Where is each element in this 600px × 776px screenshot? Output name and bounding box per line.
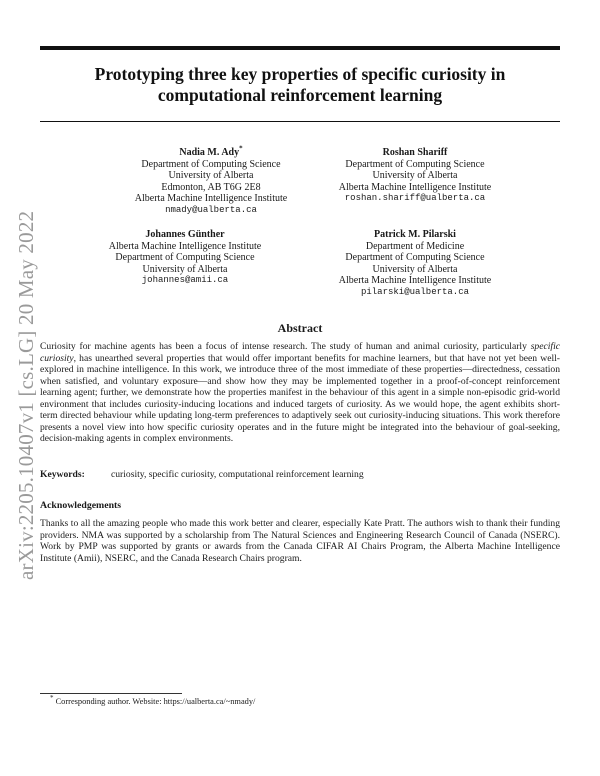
footnote-marker: * — [239, 144, 243, 153]
keywords-list: curiosity, specific curiosity, computational reinforcement learning — [111, 469, 364, 480]
author-block-shariff — [295, 147, 535, 205]
affiliation-line: Alberta Machine Intelligence Institute — [134, 193, 288, 205]
abstract-emphasis: specific curiosity — [40, 341, 560, 364]
affiliation-line: Alberta Machine Intelligence Institute — [108, 240, 262, 252]
footnote-rule — [40, 693, 182, 694]
abstract-body — [40, 341, 560, 445]
affiliation-line: University of Alberta — [372, 170, 458, 182]
abstract-heading: Abstract — [277, 321, 323, 335]
title-top-rule — [40, 46, 560, 50]
footnote-marker: * — [50, 694, 54, 703]
affiliation-line: Department of Computing Science — [345, 252, 485, 264]
author-email[interactable]: johannes@amii.ca — [141, 275, 229, 286]
author-block-gunther — [65, 229, 305, 287]
author-name: Nadia M. Ady* — [179, 144, 243, 158]
affiliation-line: Alberta Machine Intelligence Institute — [338, 181, 492, 193]
acknowledgements-heading: Acknowledgements — [40, 500, 122, 511]
author-email[interactable]: pilarski@ualberta.ca — [360, 286, 470, 297]
acknowledgements-body: Thanks to all the amazing people who made this work better and clearer, especially Kate Pratt. The authors wish to thank their funding providers. NMA was supported by a scholarship from The Natural Sciences and Engineering Research Council of Canada (NSERC). Work by PMP was supported by grants or awards from the Canada CIFAR AI Chairs Program, the Alberta Machine Intelligence Institute (Amii), NSERC, and the Canada Research Chairs program. — [40, 518, 560, 564]
abstract-text-start: Curiosity for machine agents has been a focus of intense research. The study of human and animal curiosity, particularly — [40, 341, 531, 352]
footnote-text: Corresponding author. Website: https://ualberta.ca/~nmady/ — [55, 697, 256, 706]
title-bottom-rule — [40, 121, 560, 122]
author-name: Johannes Günther — [145, 229, 225, 240]
affiliation-line: Department of Computing Science — [345, 158, 485, 170]
affiliation-line: Department of Computing Science — [115, 252, 255, 264]
affiliation-line: Department of Medicine — [365, 240, 465, 252]
affiliation-line: University of Alberta — [168, 170, 254, 182]
affiliation-line: University of Alberta — [142, 263, 228, 275]
author-email[interactable]: nmady@ualberta.ca — [165, 204, 257, 215]
abstract-text-rest: , has unearthed several properties that would offer important benefits for machine learners, but that have not yet been well-explored in machine intelligence. In this work, we introduce three of the most immediate of these properties—directedness, cessation when satisfied, and voluntary exposure—and show how they may be implemented together in a proof-of-concept reinforcement learning agent; further, we demonstrate how the properties manifest in the behaviour of this agent in a simple non-episodic grid-world environment that includes curiosity-inducing locations and induced targets of curiosity. As we would hope, the agent exhibits short-term directed behaviour while updating long-term preferences to adaptively seek out curiosity-inducing situations. This work therefore presents a novel view into how specific curiosity operates and in the future might be integrated into the behaviour of goal-seeking, decision-making agents in complex environments. — [40, 352, 560, 444]
footnote — [50, 694, 256, 706]
author-block-pilarski — [295, 229, 535, 299]
affiliation-line: Edmonton, AB T6G 2E8 — [161, 181, 261, 193]
affiliation-line: University of Alberta — [372, 263, 458, 275]
affiliation-line: Alberta Machine Intelligence Institute — [338, 275, 492, 287]
paper-title-line-2: computational reinforcement learning — [157, 85, 443, 105]
paper-title-line-1: Prototyping three key properties of specific curiosity in — [94, 64, 506, 84]
arxiv-identifier-stamp: arXiv:2205.10407v1 [cs.LG] 20 May 2022 — [14, 210, 38, 580]
author-name: Roshan Shariff — [382, 147, 448, 158]
author-name: Patrick M. Pilarski — [374, 229, 456, 240]
keywords-label: Keywords: — [40, 469, 85, 480]
paper-title — [40, 64, 560, 106]
affiliation-line: Department of Computing Science — [141, 158, 281, 170]
author-email[interactable]: roshan.shariff@ualberta.ca — [344, 193, 486, 204]
